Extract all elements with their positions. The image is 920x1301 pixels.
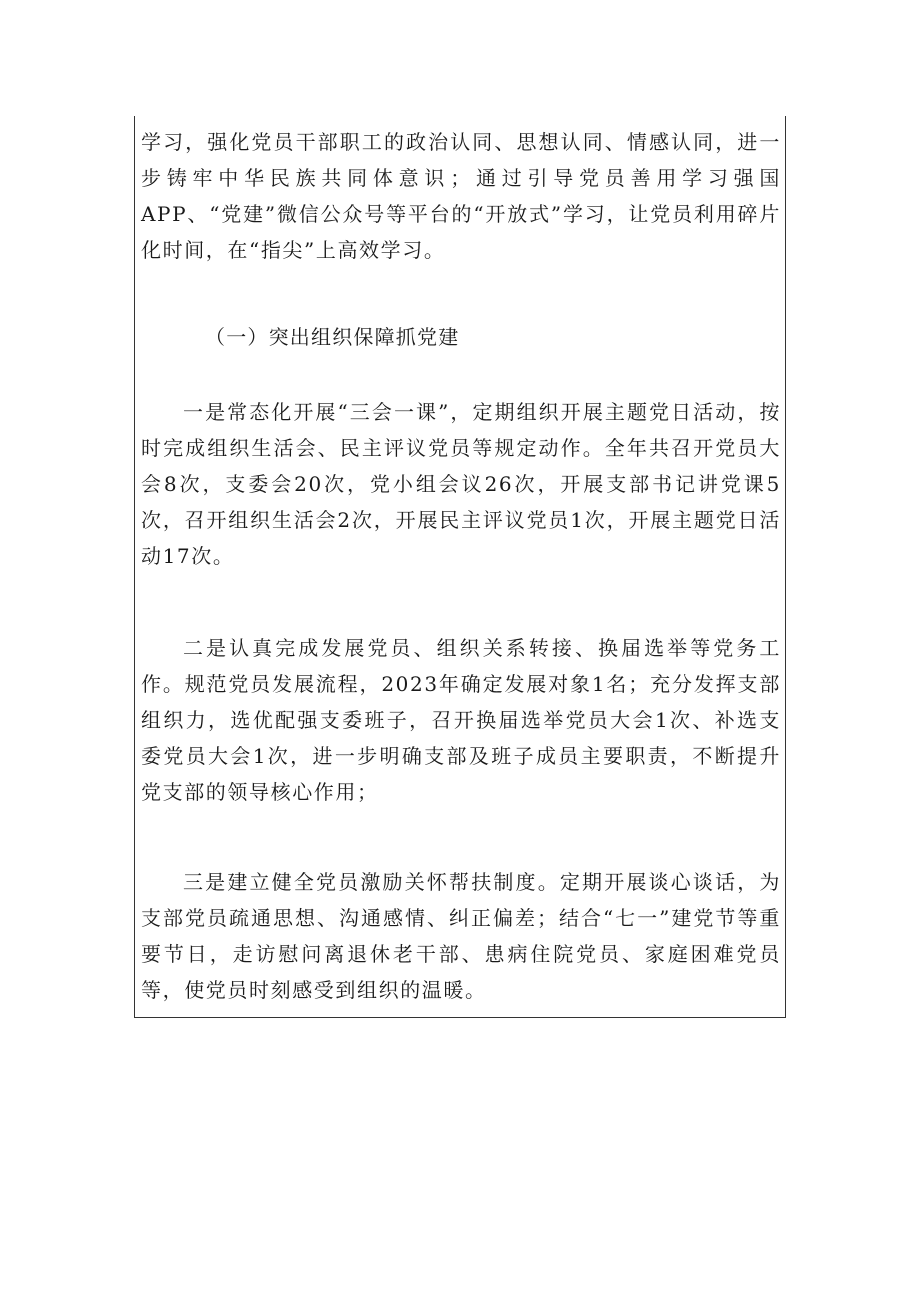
document-table-cell bbox=[134, 116, 786, 1018]
paragraph-party-affairs: 二是认真完成发展党员、组织关系转接、换届选举等党务工作。规范党员发展流程，2023年确定发展对象1名；充分发挥支部组织力，选优配强支委班子，召开换届选举党员大会1次、补选支委党员大会1次，进一步明确支部及班子成员主要职责，不断提升党支部的领导核心作用； bbox=[141, 636, 781, 804]
section-heading: （一）突出组织保障抓党建 bbox=[205, 325, 460, 349]
paragraph-organization-activities: 一是常态化开展“三会一课”，定期组织开展主题党日活动，按时完成组织生活会、民主评议党员等规定动作。全年共召开党员大会8次，支委会20次，党小组会议26次，开展支部书记讲党课5次，召开组织生活会2次，开展民主评议党员1次，开展主题党日活动17次。 bbox=[141, 400, 781, 568]
intro-paragraph: 学习，强化党员干部职工的政治认同、思想认同、情感认同，进一步铸牢中华民族共同体意识；通过引导党员善用学习强国APP、“党建”微信公众号等平台的“开放式”学习，让党员利用碎片化时间，在“指尖”上高效学习。 bbox=[141, 130, 781, 262]
paragraph-care-system: 三是建立健全党员激励关怀帮扶制度。定期开展谈心谈话，为支部党员疏通思想、沟通感情、纠正偏差；结合“七一”建党节等重要节日，走访慰问离退休老干部、患病住院党员、家庭困难党员等，使党员时刻感受到组织的温暖。 bbox=[141, 870, 781, 1002]
